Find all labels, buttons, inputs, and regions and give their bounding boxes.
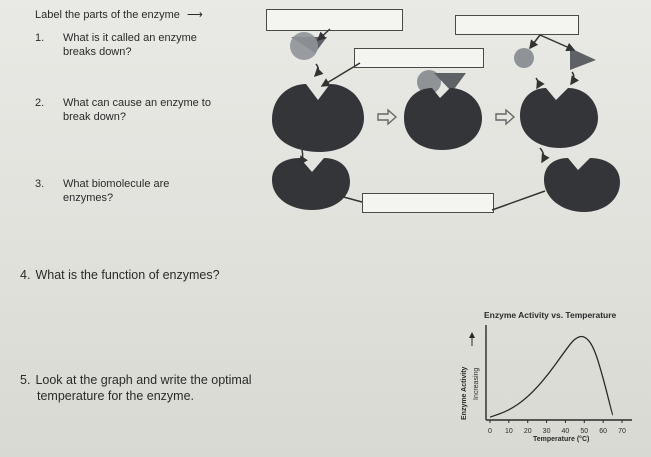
x-tick-label: 10 bbox=[504, 428, 513, 435]
question-text-line: break down? bbox=[63, 110, 126, 123]
x-tick-label: 70 bbox=[618, 428, 626, 435]
x-tick-label: 0 bbox=[488, 428, 492, 435]
chart-xlabel: Temperature (°C) bbox=[533, 436, 590, 443]
x-tick-label: 50 bbox=[580, 428, 589, 435]
right-arrow-icon: ⟶ bbox=[187, 9, 203, 21]
x-tick-label: 30 bbox=[542, 428, 551, 435]
question-text-line: What is it called an enzyme bbox=[63, 32, 197, 44]
instruction-text: Label the parts of the enzyme bbox=[35, 9, 180, 21]
x-tick-label: 60 bbox=[599, 428, 608, 435]
question-text-line: Look at the graph and write the optimal bbox=[35, 373, 252, 387]
question-text-line: What biomolecule are bbox=[63, 178, 170, 190]
question-number: 1. bbox=[35, 32, 45, 44]
question-text-line: What can cause an enzyme to bbox=[63, 97, 211, 109]
question-number: 4. bbox=[20, 268, 31, 282]
chart-ylabel-secondary: Increasing bbox=[473, 367, 480, 400]
question-number: 3. bbox=[35, 178, 45, 190]
y-arrow-head-icon bbox=[469, 332, 475, 338]
question-text-line: temperature for the enzyme. bbox=[37, 388, 195, 403]
chart-ylabel: Enzyme Activity bbox=[461, 366, 468, 420]
question-text-line: enzymes? bbox=[63, 191, 114, 204]
x-tick-label: 20 bbox=[523, 428, 532, 435]
question-text-line: breaks down? bbox=[63, 45, 132, 58]
question-number: 2. bbox=[35, 97, 45, 109]
chart-title: Enzyme Activity vs. Temperature bbox=[484, 310, 617, 320]
chart-x-ticks bbox=[488, 420, 626, 435]
x-tick-label: 40 bbox=[561, 428, 570, 435]
question-number: 5. bbox=[20, 373, 31, 387]
question-text-line: What is the function of enzymes? bbox=[35, 268, 220, 282]
chart-series-line bbox=[490, 337, 613, 418]
